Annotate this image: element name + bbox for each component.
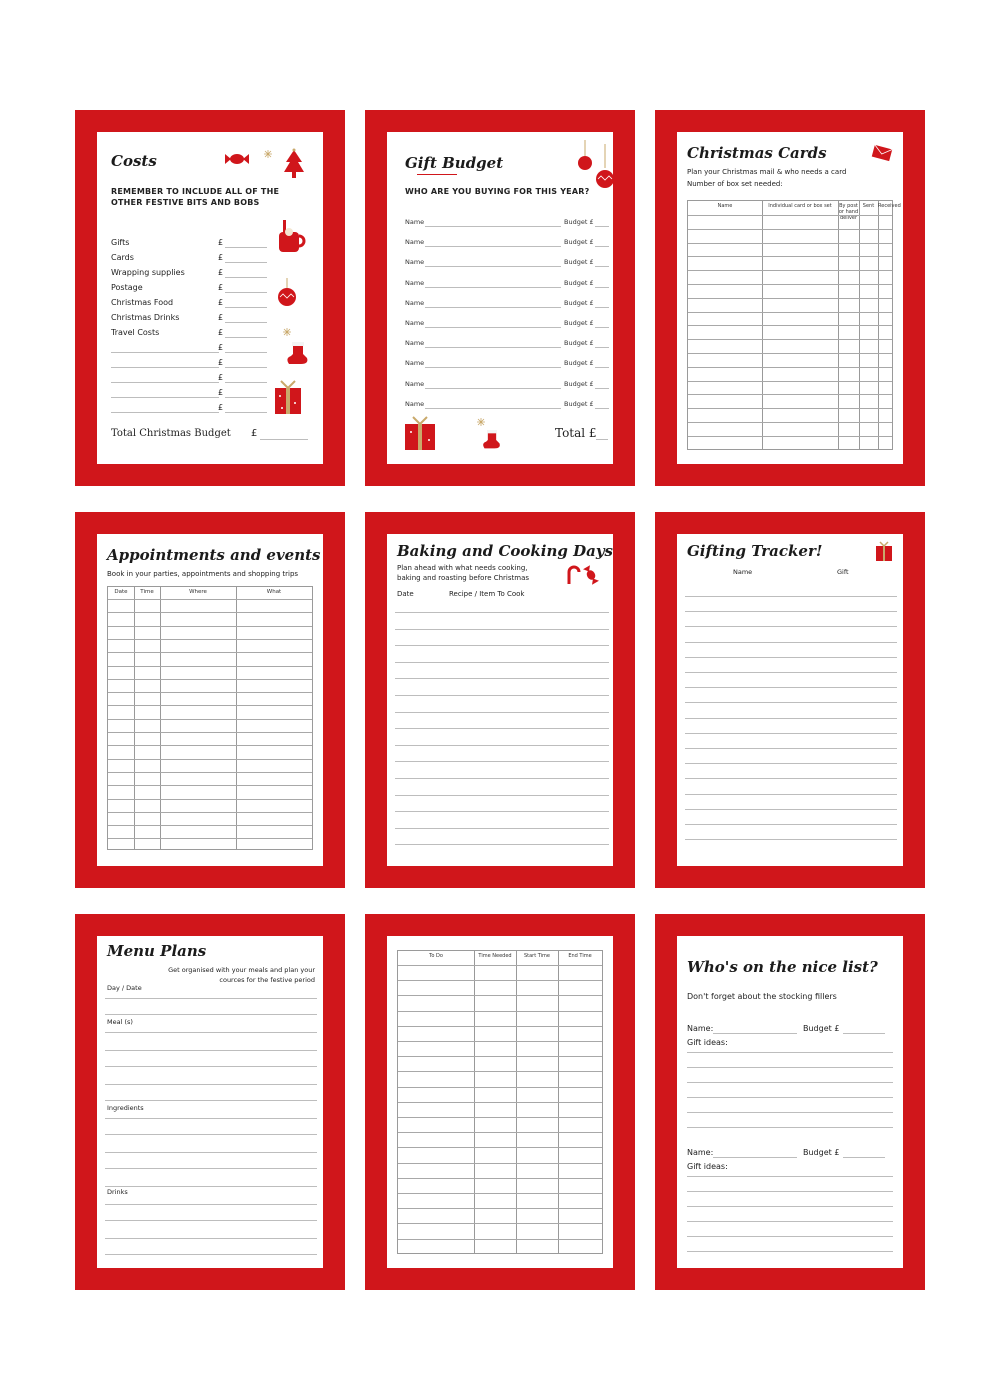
- cost-item-currency: £: [218, 268, 224, 277]
- cost-item-currency: £: [218, 388, 224, 397]
- gift-budget-total-line: [596, 439, 608, 440]
- appointments-subtitle: Book in your parties, appointments and shopping trips: [107, 570, 299, 578]
- cost-item-currency: £: [218, 313, 224, 322]
- ruled-line: [395, 728, 609, 729]
- table-row-line: [108, 825, 312, 826]
- cost-item-currency: £: [218, 373, 224, 382]
- table-row-line: [108, 612, 312, 613]
- ruled-line: [395, 629, 609, 630]
- table-row-line: [688, 394, 892, 395]
- ruled-line: [395, 745, 609, 746]
- ruled-line: [685, 672, 897, 673]
- gift-budget-line: [595, 347, 609, 348]
- ruled-line: [105, 1084, 317, 1085]
- gift-name-line: [425, 327, 561, 328]
- nice-name-line: [713, 1033, 797, 1034]
- gift-name-label: Name: [405, 399, 425, 408]
- gift-budget-label: Budget £: [564, 218, 594, 226]
- ruled-line: [105, 1204, 317, 1205]
- ruled-line: [395, 844, 609, 845]
- nice-ideas-line: [687, 1176, 893, 1177]
- table-header-cell: Time Needed: [478, 953, 512, 959]
- christmas-cards-line2: Number of box set needed:: [687, 180, 783, 188]
- gift-budget-line: [595, 266, 609, 267]
- ruled-line: [395, 678, 609, 679]
- cost-item-amount-line: [225, 262, 267, 263]
- gifting-title: Gifting Tracker!: [687, 542, 823, 560]
- hot-chocolate-icon: [277, 218, 307, 254]
- gift-name-line: [425, 408, 561, 409]
- gift-budget-line: [595, 307, 609, 308]
- gift-name-label: Name: [405, 359, 425, 368]
- nice-list-card: [655, 914, 925, 1290]
- menu-title: Menu Plans: [107, 942, 207, 960]
- ornament-icon: [595, 144, 613, 192]
- christmas-cards-line1: Plan your Christmas mail & who needs a card: [687, 168, 847, 176]
- table-row-line: [108, 785, 312, 786]
- table-row-line: [398, 1193, 602, 1194]
- cost-item-blank-line: [111, 382, 219, 383]
- nice-ideas-line: [687, 1191, 893, 1192]
- cost-item-label: Travel Costs: [111, 328, 160, 337]
- table-row-line: [108, 652, 312, 653]
- gift-budget-title: Gift Budget: [405, 154, 504, 172]
- cost-item-currency: £: [218, 358, 224, 367]
- ruled-line: [685, 824, 897, 825]
- ruled-line: [395, 778, 609, 779]
- ruled-line: [685, 839, 897, 840]
- table-row-line: [108, 799, 312, 800]
- costs-card: [75, 110, 345, 486]
- menu-sheet: [97, 936, 323, 1268]
- gift-name-line: [425, 266, 561, 267]
- table-row-line: [398, 1178, 602, 1179]
- gift-name-line: [425, 287, 561, 288]
- table-row-line: [688, 298, 892, 299]
- ruled-line: [105, 1254, 317, 1255]
- costs-total-label: Total Christmas Budget: [111, 428, 231, 439]
- ruled-line: [395, 811, 609, 812]
- table-row-line: [688, 381, 892, 382]
- gift-box-icon: [273, 378, 303, 416]
- table-row-line: [688, 339, 892, 340]
- table-row-line: [398, 1026, 602, 1027]
- nice-ideas-line: [687, 1052, 893, 1053]
- cost-item-blank-line: [111, 352, 219, 353]
- table-row-line: [398, 1208, 602, 1209]
- costs-subtitle: REMEMBER TO INCLUDE ALL OF THE OTHER FESTIVE BITS AND BOBS: [111, 187, 280, 207]
- gift-budget-label: Budget £: [564, 298, 594, 307]
- table-row-line: [398, 1087, 602, 1088]
- cost-item-amount-line: [225, 307, 267, 308]
- cost-item-currency: £: [218, 238, 224, 247]
- menu-line1: Get organised with your meals and plan your: [168, 966, 315, 974]
- menu-ingredients-label: Ingredients: [107, 1104, 144, 1112]
- cost-item-label: Wrapping supplies: [111, 268, 185, 277]
- cost-item-amount-line: [225, 382, 267, 383]
- christmas-tree-icon: [283, 148, 305, 182]
- table-row-line: [398, 980, 602, 981]
- table-header-cell: Received: [878, 203, 901, 209]
- ruled-line: [105, 998, 317, 999]
- table-row-line: [398, 1239, 602, 1240]
- snowflake-icon: [264, 150, 272, 158]
- gift-box-icon: [403, 414, 437, 452]
- ruled-line: [685, 733, 897, 734]
- gift-budget-label: Budget £: [564, 379, 594, 388]
- table-row-line: [108, 838, 312, 839]
- appointments-table: [107, 586, 313, 850]
- table-row-line: [688, 353, 892, 354]
- menu-day-label: Day / Date: [107, 984, 142, 992]
- table-row-line: [688, 270, 892, 271]
- nice-ideas-label: Gift ideas:: [687, 1038, 728, 1047]
- gift-budget-label: Budget £: [564, 399, 594, 408]
- gift-budget-label: Budget £: [564, 339, 594, 348]
- ruled-line: [685, 611, 897, 612]
- costs-total-currency: £: [251, 428, 258, 439]
- gift-budget-sheet: [387, 132, 613, 464]
- gift-name-line: [425, 307, 561, 308]
- table-row-line: [688, 284, 892, 285]
- ruled-line: [685, 748, 897, 749]
- ruled-line: [105, 1100, 317, 1101]
- ruled-line: [685, 702, 897, 703]
- gift-name-label: Name: [405, 319, 425, 327]
- christmas-cards-card: [655, 110, 925, 486]
- nice-list-title: Who's on the nice list?: [687, 958, 878, 976]
- menu-drinks-label: Drinks: [107, 1188, 128, 1196]
- ruled-line: [685, 596, 897, 597]
- table-row-line: [688, 422, 892, 423]
- nice-name-label: Name:: [687, 1024, 714, 1033]
- todo-table: [397, 950, 603, 1254]
- table-row-line: [108, 639, 312, 640]
- nice-ideas-line: [687, 1127, 893, 1128]
- gift-budget-label: Budget £: [564, 238, 594, 247]
- ornament-icon: [277, 278, 297, 308]
- table-row-line: [398, 1163, 602, 1164]
- cost-item-blank-line: [111, 412, 219, 413]
- table-header-cell: End Time: [568, 953, 592, 959]
- table-header-cell: Time: [140, 589, 154, 595]
- costs-total-line: [260, 439, 308, 440]
- gift-name-line: [425, 367, 561, 368]
- cost-item-currency: £: [218, 403, 224, 412]
- table-row-line: [398, 1102, 602, 1103]
- table-row-line: [108, 732, 312, 733]
- cost-item-currency: £: [218, 343, 224, 352]
- gift-name-label: Name: [405, 379, 425, 388]
- gift-name-label: Name: [405, 278, 425, 287]
- cost-item-amount-line: [225, 397, 267, 398]
- nice-ideas-line: [687, 1206, 893, 1207]
- candy-icon: [223, 150, 251, 168]
- nice-budget-label: Budget £: [803, 1024, 840, 1033]
- ruled-line: [685, 687, 897, 688]
- gift-name-label: Name: [405, 218, 425, 226]
- gift-budget-total: Total £: [555, 426, 597, 440]
- table-row-line: [108, 705, 312, 706]
- christmas-cards-table: [687, 200, 901, 450]
- snowflake-icon: [477, 418, 485, 426]
- cost-item-blank-line: [111, 367, 219, 368]
- christmas-cards-title: Christmas Cards: [687, 144, 827, 162]
- nice-ideas-line: [687, 1236, 893, 1237]
- gifting-col-name: Name: [733, 568, 753, 576]
- appointments-title: Appointments and events: [107, 546, 321, 564]
- cost-item-amount-line: [225, 412, 267, 413]
- ruled-line: [105, 1118, 317, 1119]
- costs-title: Costs: [111, 152, 157, 170]
- table-header-cell: Sent: [862, 203, 875, 209]
- gift-name-line: [425, 347, 561, 348]
- table-row-line: [688, 408, 892, 409]
- nice-ideas-line: [687, 1067, 893, 1068]
- table-row-line: [398, 965, 602, 966]
- appointments-card: [75, 512, 345, 888]
- nice-list-subtitle: Don't forget about the stocking fillers: [687, 992, 837, 1001]
- cost-item-label: Cards: [111, 253, 134, 262]
- table-row-line: [688, 367, 892, 368]
- menu-card: [75, 914, 345, 1290]
- table-header-cell: By post or hand deliver: [838, 203, 859, 221]
- gift-budget-underline: [417, 174, 457, 175]
- gift-budget-label: Budget £: [564, 359, 594, 368]
- ruled-line: [685, 626, 897, 627]
- ruled-line: [395, 662, 609, 663]
- ruled-line: [105, 1014, 317, 1015]
- nice-ideas-line: [687, 1112, 893, 1113]
- table-row-line: [688, 243, 892, 244]
- gifting-card: [655, 512, 925, 888]
- gift-budget-label: Budget £: [564, 319, 594, 327]
- ruled-line: [685, 794, 897, 795]
- christmas-cards-sheet: [677, 132, 903, 464]
- baking-card: [365, 512, 635, 888]
- ruled-line: [395, 645, 609, 646]
- costs-sheet: [97, 132, 323, 464]
- table-row-line: [398, 1056, 602, 1057]
- ruled-line: [105, 1168, 317, 1169]
- nice-ideas-line: [687, 1082, 893, 1083]
- gift-budget-line: [595, 408, 609, 409]
- ruled-line: [105, 1134, 317, 1135]
- table-row-line: [108, 745, 312, 746]
- todo-sheet: [387, 936, 613, 1268]
- table-row-line: [398, 1223, 602, 1224]
- table-row-line: [688, 436, 892, 437]
- table-row-line: [398, 995, 602, 996]
- stocking-icon: [285, 342, 311, 366]
- ruled-line: [395, 761, 609, 762]
- gift-budget-label: Budget £: [564, 258, 594, 267]
- ruled-line: [685, 718, 897, 719]
- cost-item-amount-line: [225, 322, 267, 323]
- cost-item-label: Gifts: [111, 238, 130, 247]
- cost-item-label: Christmas Food: [111, 298, 174, 307]
- baking-col-date: Date: [397, 590, 414, 598]
- gift-name-label: Name: [405, 339, 425, 348]
- nice-ideas-label: Gift ideas:: [687, 1162, 728, 1171]
- cost-item-amount-line: [225, 352, 267, 353]
- ruled-line: [105, 1066, 317, 1067]
- cost-item-currency: £: [218, 283, 224, 292]
- baking-title: Baking and Cooking Days: [397, 542, 613, 560]
- table-row-line: [688, 312, 892, 313]
- ruled-line: [685, 778, 897, 779]
- gift-budget-line: [595, 246, 609, 247]
- table-row-line: [108, 812, 312, 813]
- table-row-line: [108, 719, 312, 720]
- baking-sheet: [387, 534, 613, 866]
- baking-col-recipe: Recipe / Item To Cook: [449, 590, 525, 598]
- baking-line1: Plan ahead with what needs cooking,: [397, 564, 528, 572]
- gift-name-line: [425, 246, 561, 247]
- table-row-line: [688, 229, 892, 230]
- gift-name-line: [425, 388, 561, 389]
- cost-item-amount-line: [225, 247, 267, 248]
- menu-meal-label: Meal (s): [107, 1018, 133, 1026]
- ornament-icon: [577, 140, 593, 172]
- table-row-line: [398, 1147, 602, 1148]
- table-row-line: [108, 626, 312, 627]
- cost-item-amount-line: [225, 292, 267, 293]
- table-header-cell: Individual card or box set: [768, 203, 832, 209]
- ruled-line: [105, 1032, 317, 1033]
- candy-cane-icon: [565, 564, 581, 586]
- cost-item-amount-line: [225, 367, 267, 368]
- envelope-icon: [871, 144, 893, 162]
- stocking-icon: [481, 430, 503, 450]
- gift-budget-label: Budget £: [564, 278, 594, 287]
- menu-line2: cources for the festive period: [219, 976, 315, 984]
- cost-item-label: Christmas Drinks: [111, 313, 180, 322]
- gift-budget-line: [595, 388, 609, 389]
- gift-name-label: Name: [405, 258, 425, 267]
- nice-ideas-line: [687, 1097, 893, 1098]
- cost-item-label: Postage: [111, 283, 143, 292]
- table-row-line: [398, 1117, 602, 1118]
- ruled-line: [395, 695, 609, 696]
- nice-name-line: [713, 1157, 797, 1158]
- nice-budget-line: [843, 1033, 885, 1034]
- ruled-line: [685, 642, 897, 643]
- ruled-line: [105, 1050, 317, 1051]
- cost-item-blank-line: [111, 397, 219, 398]
- table-row-line: [108, 679, 312, 680]
- ruled-line: [105, 1186, 317, 1187]
- ruled-line: [395, 795, 609, 796]
- table-header-cell: Start Time: [523, 953, 551, 959]
- candy-icon: [581, 564, 601, 586]
- cost-item-currency: £: [218, 253, 224, 262]
- gift-name-line: [425, 226, 561, 227]
- nice-name-label: Name:: [687, 1148, 714, 1157]
- table-header-cell: To Do: [429, 953, 443, 959]
- gift-budget-line: [595, 287, 609, 288]
- cost-item-amount-line: [225, 277, 267, 278]
- gift-budget-line: [595, 226, 609, 227]
- snowflake-icon: [283, 328, 291, 336]
- ruled-line: [105, 1238, 317, 1239]
- table-row-line: [398, 1132, 602, 1133]
- baking-line2: baking and roasting before Christmas: [397, 574, 530, 582]
- gift-name-label: Name: [405, 238, 425, 247]
- nice-list-sheet: [677, 936, 903, 1268]
- gifting-col-gift: Gift: [837, 568, 849, 576]
- cost-item-currency: £: [218, 298, 224, 307]
- table-row-line: [108, 692, 312, 693]
- gift-box-icon: [875, 540, 893, 562]
- table-header-cell: What: [266, 589, 282, 595]
- gift-name-label: Name: [405, 298, 425, 307]
- ruled-line: [685, 809, 897, 810]
- appointments-sheet: [97, 534, 323, 866]
- table-row-line: [108, 759, 312, 760]
- table-row-line: [108, 599, 312, 600]
- table-row-line: [108, 772, 312, 773]
- gift-budget-line: [595, 327, 609, 328]
- ruled-line: [685, 763, 897, 764]
- table-row-line: [398, 1041, 602, 1042]
- gift-budget-question: WHO ARE YOU BUYING FOR THIS YEAR?: [405, 187, 590, 196]
- ruled-line: [395, 612, 609, 613]
- nice-ideas-line: [687, 1251, 893, 1252]
- table-row-line: [398, 1071, 602, 1072]
- table-row-line: [108, 666, 312, 667]
- table-header-cell: Where: [189, 589, 207, 595]
- nice-budget-label: Budget £: [803, 1148, 840, 1157]
- gifting-sheet: [677, 534, 903, 866]
- cost-item-currency: £: [218, 328, 224, 337]
- cost-item-amount-line: [225, 337, 267, 338]
- table-row-line: [688, 215, 892, 216]
- nice-ideas-line: [687, 1221, 893, 1222]
- nice-budget-line: [843, 1157, 885, 1158]
- ruled-line: [685, 657, 897, 658]
- table-row-line: [688, 256, 892, 257]
- ruled-line: [395, 828, 609, 829]
- todo-card: [365, 914, 635, 1290]
- table-row-line: [688, 325, 892, 326]
- gift-budget-card: [365, 110, 635, 486]
- ruled-line: [395, 712, 609, 713]
- gift-budget-line: [595, 367, 609, 368]
- ruled-line: [105, 1220, 317, 1221]
- table-header-cell: Date: [114, 589, 128, 595]
- ruled-line: [105, 1152, 317, 1153]
- table-row-line: [398, 1011, 602, 1012]
- table-header-cell: Name: [717, 203, 733, 209]
